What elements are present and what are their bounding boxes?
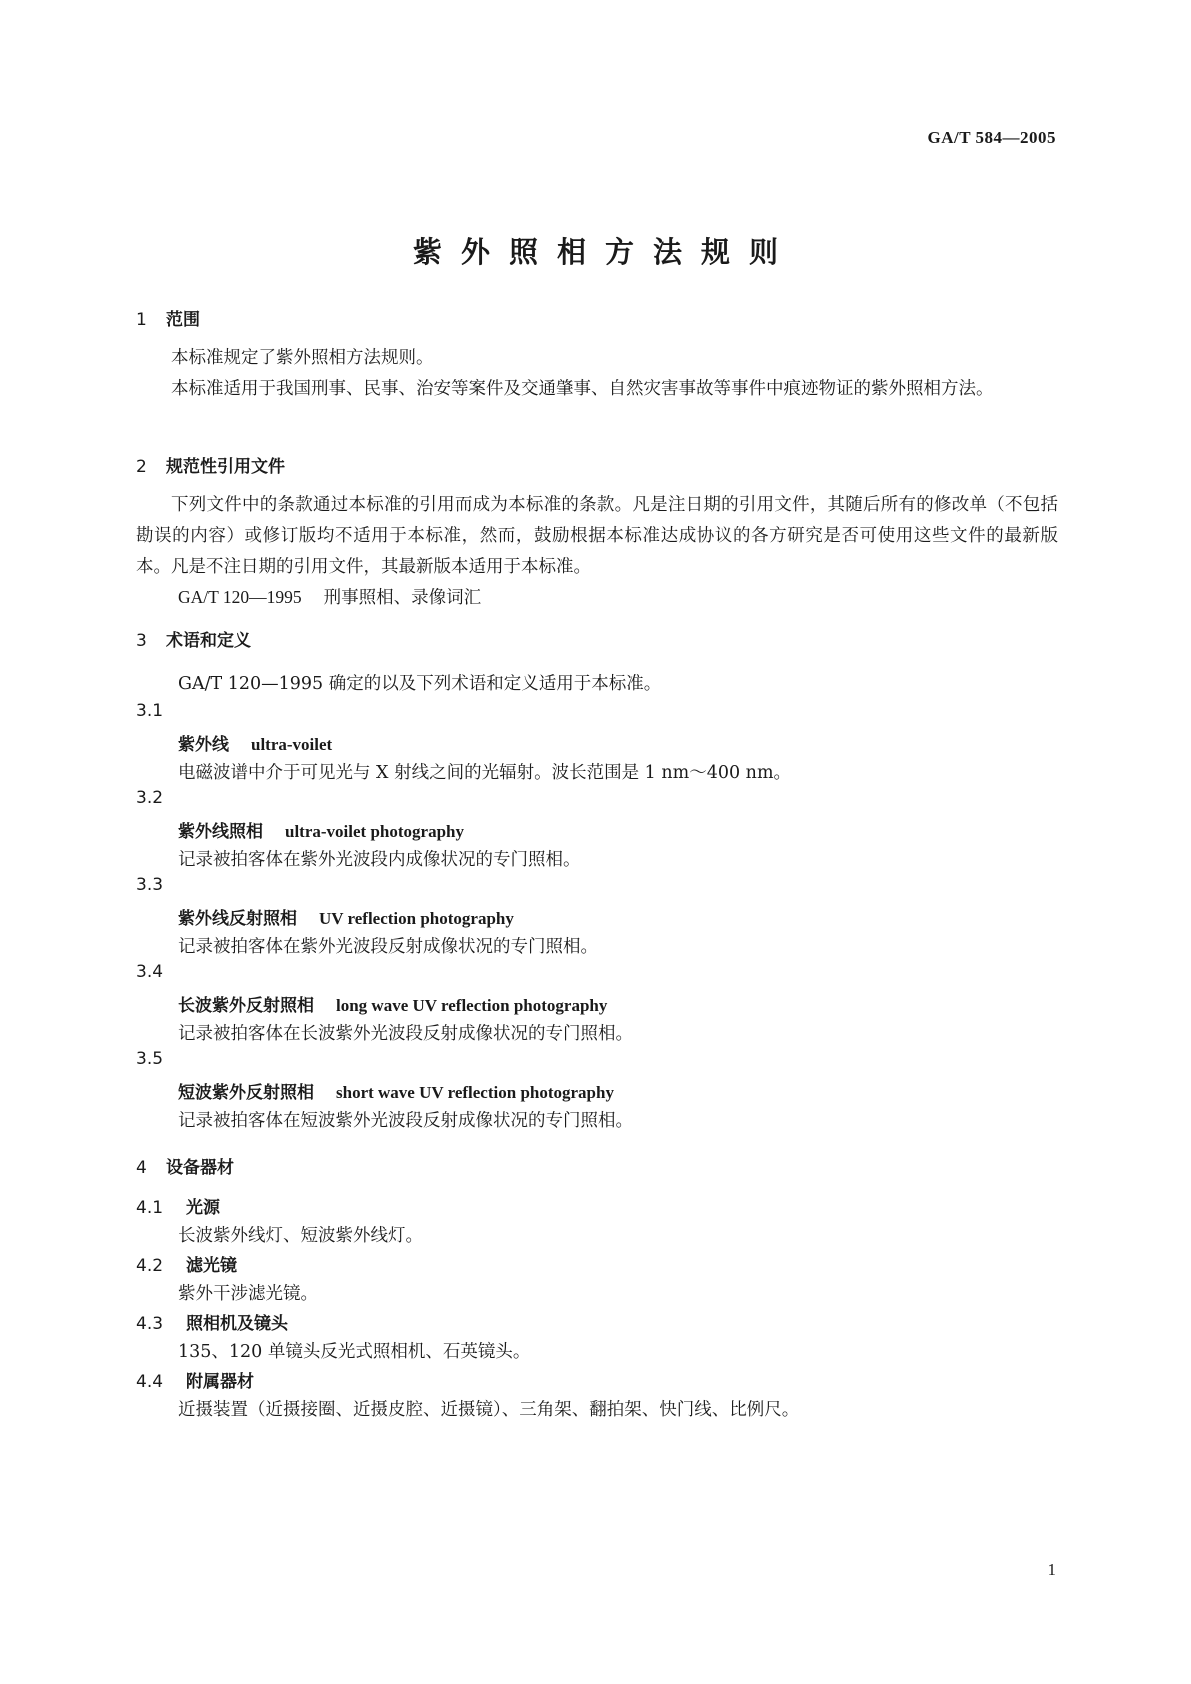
term-3-4	[178, 991, 607, 1016]
subsection-number: 4.3	[136, 1314, 164, 1334]
subsection-4-1-text: 长波紫外线灯、短波紫外线灯。	[178, 1226, 423, 1246]
term-english: UV reflection photography	[319, 909, 514, 928]
term-chinese: 短波紫外反射照相	[178, 1083, 314, 1103]
subsection-4-4-text: 近摄装置（近摄接圈、近摄皮腔、近摄镜）、三角架、翻拍架、快门线、比例尺。	[178, 1400, 800, 1420]
subsection-number: 4.2	[136, 1256, 164, 1276]
section-3-heading	[136, 626, 251, 651]
subsection-number: 4.4	[136, 1372, 164, 1392]
reference-title: 刑事照相、录像词汇	[323, 588, 482, 608]
subsection-title: 附属器材	[186, 1372, 254, 1392]
page-number: 1	[1047, 1560, 1056, 1579]
section-1-heading	[136, 305, 200, 330]
term-3-5-definition: 记录被拍客体在短波紫外光波段反射成像状况的专门照相。	[178, 1111, 633, 1131]
section-title: 规范性引用文件	[166, 457, 285, 477]
subsection-4-2-heading	[136, 1251, 237, 1276]
section-1-paragraph-1: 本标准规定了紫外照相方法规则。	[171, 348, 434, 368]
reference-code: GA/T 120—1995	[178, 587, 302, 607]
term-3-3	[178, 904, 514, 929]
section-2-heading	[136, 452, 285, 477]
subsection-4-3-text: 135、120 单镜头反光式照相机、石英镜头。	[178, 1342, 531, 1362]
term-3-2-number: 3.2	[136, 788, 164, 808]
term-english: ultra-voilet	[251, 735, 333, 754]
subsection-4-3-heading	[136, 1309, 288, 1334]
term-3-3-definition: 记录被拍客体在紫外光波段反射成像状况的专门照相。	[178, 937, 598, 957]
section-number: 3	[136, 631, 147, 651]
subsection-title: 照相机及镜头	[186, 1314, 288, 1334]
term-3-4-number: 3.4	[136, 962, 164, 982]
section-number: 1	[136, 310, 147, 330]
section-4-heading	[136, 1153, 234, 1178]
term-3-5	[178, 1078, 614, 1103]
term-english: ultra-voilet photography	[285, 822, 464, 841]
subsection-4-1-heading	[136, 1193, 220, 1218]
standard-code: GA/T 584—2005	[927, 128, 1056, 147]
section-title: 范围	[166, 310, 200, 330]
term-3-4-definition: 记录被拍客体在长波紫外光波段反射成像状况的专门照相。	[178, 1024, 633, 1044]
document-title: 紫外照相方法规则	[412, 235, 797, 269]
term-chinese: 紫外线照相	[178, 822, 263, 842]
subsection-4-2-text: 紫外干涉滤光镜。	[178, 1284, 318, 1304]
section-3-intro: GA/T 120—1995 确定的以及下列术语和定义适用于本标准。	[178, 674, 662, 694]
term-english: short wave UV reflection photography	[336, 1083, 614, 1102]
term-3-1-definition: 电磁波谱中介于可见光与 X 射线之间的光辐射。波长范围是 1 nm～400 nm。	[178, 763, 792, 783]
term-chinese: 紫外线反射照相	[178, 909, 297, 929]
subsection-number: 4.1	[136, 1198, 164, 1218]
term-3-2	[178, 817, 464, 842]
term-chinese: 长波紫外反射照相	[178, 996, 314, 1016]
section-title: 设备器材	[166, 1158, 234, 1178]
subsection-title: 光源	[186, 1198, 220, 1218]
normative-reference	[178, 584, 481, 609]
section-number: 4	[136, 1158, 147, 1178]
section-1-paragraph-2: 本标准适用于我国刑事、民事、治安等案件及交通肇事、自然灾害事故等事件中痕迹物证的紫外照相方法。	[171, 379, 994, 399]
subsection-4-4-heading	[136, 1367, 254, 1392]
section-title: 术语和定义	[166, 631, 251, 651]
term-english: long wave UV reflection photography	[336, 996, 608, 1015]
term-3-3-number: 3.3	[136, 875, 164, 895]
subsection-title: 滤光镜	[186, 1256, 237, 1276]
term-3-5-number: 3.5	[136, 1049, 164, 1069]
section-number: 2	[136, 457, 147, 477]
term-3-2-definition: 记录被拍客体在紫外光波段内成像状况的专门照相。	[178, 850, 581, 870]
term-3-1	[178, 730, 332, 755]
section-2-paragraph: 下列文件中的条款通过本标准的引用而成为本标准的条款。凡是注日期的引用文件，其随后所有的修改单（不包括勘误的内容）或修订版均不适用于本标准，然而，鼓励根据本标准达成协议的各方研究是否可使用这些文件的最新版本。凡是不注日期的引用文件，其最新版本适用于本标准。	[136, 495, 1058, 577]
term-chinese: 紫外线	[178, 735, 229, 755]
term-3-1-number: 3.1	[136, 701, 164, 721]
